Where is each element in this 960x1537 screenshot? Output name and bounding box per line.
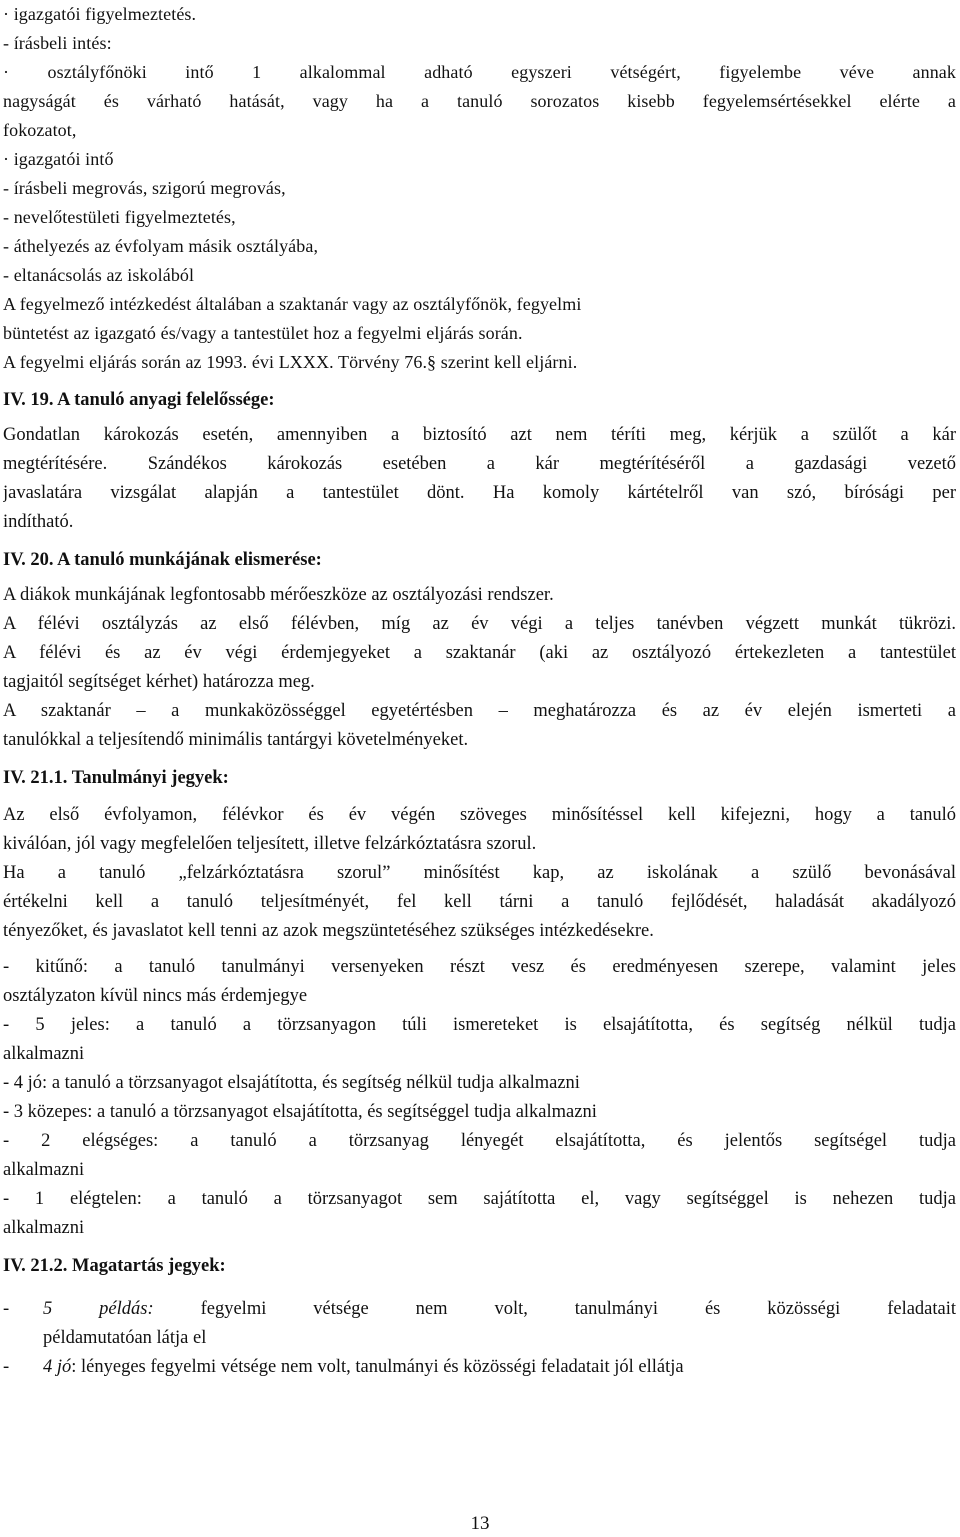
text-line: fokozatot, [3,120,77,140]
text-line: A diákok munkájának legfontosabb mérőeszköze az osztályozási rendszer. [3,585,554,605]
text-line: Gondatlan károkozás esetén, amennyiben a biztosító azt nem téríti meg, kérjük a szülőt a kár [3,425,956,445]
grade-line: alkalmazni [3,1218,85,1238]
text-line: · igazgatói intő [3,149,114,169]
section-heading: IV. 21.2. Magatartás jegyek: [3,1256,226,1276]
text-line: javaslatára vizsgálat alapján a tantestület dönt. Ha komoly kártételről van szó, bírósági per [3,483,956,503]
section-heading: IV. 20. A tanuló munkájának elismerése: [3,550,322,570]
text-line: A szaktanár – a munkaközösséggel egyetértésben – meghatározza és az év elején ismerteti a [3,701,956,721]
grade-line: alkalmazni [3,1044,85,1064]
list-bullet: - [3,1357,10,1377]
text-line: - írásbeli megrovás, szigorú megrovás, [3,178,286,198]
text-line: tényezőket, és javaslatot kell tenni az azok megszüntetéséhez szükséges intézkedésekre. [3,921,654,941]
grade-text: : lényeges fegyelmi vétsége nem volt, tanulmányi és közösségi feladatait jól ellátja [71,1357,684,1377]
text-line: · osztályfőnöki intő 1 alkalommal adható egyszeri vétségért, figyelembe véve annak [3,62,956,82]
text-line: tagjaitól segítséget kérhet) határozza meg. [3,672,315,692]
text-line: Ha a tanuló „felzárkóztatásra szorul” minősítést kap, az iskolának a szülő bevonásával [3,863,956,883]
grade-line: - 4 jó: a tanuló a törzsanyagot elsajátította, és segítség nélkül tudja alkalmazni [3,1073,580,1093]
grade-text: fegyelmi vétsége nem volt, tanulmányi és közösségi feladatait [200,1299,956,1319]
conduct-line: példamutatóan látja el [43,1328,207,1348]
list-bullet: - [3,1299,10,1319]
page-number: 13 [470,1513,490,1534]
grade-label: 4 jó [43,1357,72,1377]
disciplinary-list [3,0,956,377]
grade-label: 5 példás: [43,1299,154,1319]
text-line: A félévi és az év végi érdemjegyeket a szaktanár (aki az osztályozó értekezleten a tantestület [3,643,956,663]
text-line: tanulókkal a teljesítendő minimális tantárgyi követelményeket. [3,730,469,750]
section-20 [3,546,956,755]
text-line: - írásbeli intés: [3,33,112,53]
document-page [3,0,956,1382]
grade-line: - 1 elégtelen: a tanuló a törzsanyagot sem sajátította el, vagy segítséggel is nehezen tudja [3,1189,956,1209]
grade-list [3,953,956,1243]
text-line: büntetést az igazgató és/vagy a tantestület hoz a fegyelmi eljárás során. [3,323,523,343]
text-line: A félévi osztályzás az első félévben, míg az év végi a teljes tanévben végzett munkát tükrözi. [3,614,956,634]
grade-line: - kitűnő: a tanuló tanulmányi versenyeken részt vesz és eredményesen szerepe, valamint jeles [3,957,956,977]
section-heading: IV. 21.1. Tanulmányi jegyek: [3,768,229,788]
conduct-line [43,1295,956,1324]
section-heading: IV. 19. A tanuló anyagi felelőssége: [3,390,275,410]
text-line: indítható. [3,512,74,532]
conduct-line [43,1353,956,1382]
conduct-item-4 [3,1353,956,1382]
text-line: - áthelyezés az évfolyam másik osztályába, [3,236,319,256]
conduct-item-5 [3,1295,956,1324]
section-21-2 [3,1252,956,1382]
text-line: Az első évfolyamon, félévkor és év végén szöveges minősítéssel kell kifejezni, hogy a tanuló [3,805,956,825]
grade-line: alkalmazni [3,1160,85,1180]
grade-line: - 2 elégséges: a tanuló a törzsanyag lényegét elsajátította, és jelentős segítségel tudja [3,1131,956,1151]
text-line: · igazgatói figyelmeztetés. [3,4,197,24]
grade-line: - 3 közepes: a tanuló a törzsanyagot elsajátította, és segítséggel tudja alkalmazni [3,1102,597,1122]
text-line: kiválóan, jól vagy megfelelően teljesített, illetve felzárkóztatásra szorul. [3,834,537,854]
text-line: megtérítésére. Szándékos károkozás esetében a kár megtérítéséről a gazdasági vezető [3,454,956,474]
text-line: - eltanácsolás az iskolából [3,265,195,285]
section-19 [3,386,956,537]
text-line: értékelni kell a tanuló teljesítményét, fel kell tárni a tanuló fejlődését, haladását akadályozó [3,892,956,912]
text-line: A fegyelmező intézkedést általában a szaktanár vagy az osztályfőnök, fegyelmi [3,294,582,314]
text-line: A fegyelmi eljárás során az 1993. évi LXXX. Törvény 76.§ szerint kell eljárni. [3,352,578,372]
section-21-1 [3,764,956,1243]
grade-line: osztályzaton kívül nincs más érdemjegye [3,986,308,1006]
text-line: - nevelőtestületi figyelmeztetés, [3,207,236,227]
grade-line: - 5 jeles: a tanuló a törzsanyagon túli ismereteket is elsajátította, és segítség nélkül tudja [3,1015,956,1035]
text-line: nagyságát és várható hatását, vagy ha a tanuló sorozatos kisebb fegyelemsértésekkel elérte a [3,91,956,111]
